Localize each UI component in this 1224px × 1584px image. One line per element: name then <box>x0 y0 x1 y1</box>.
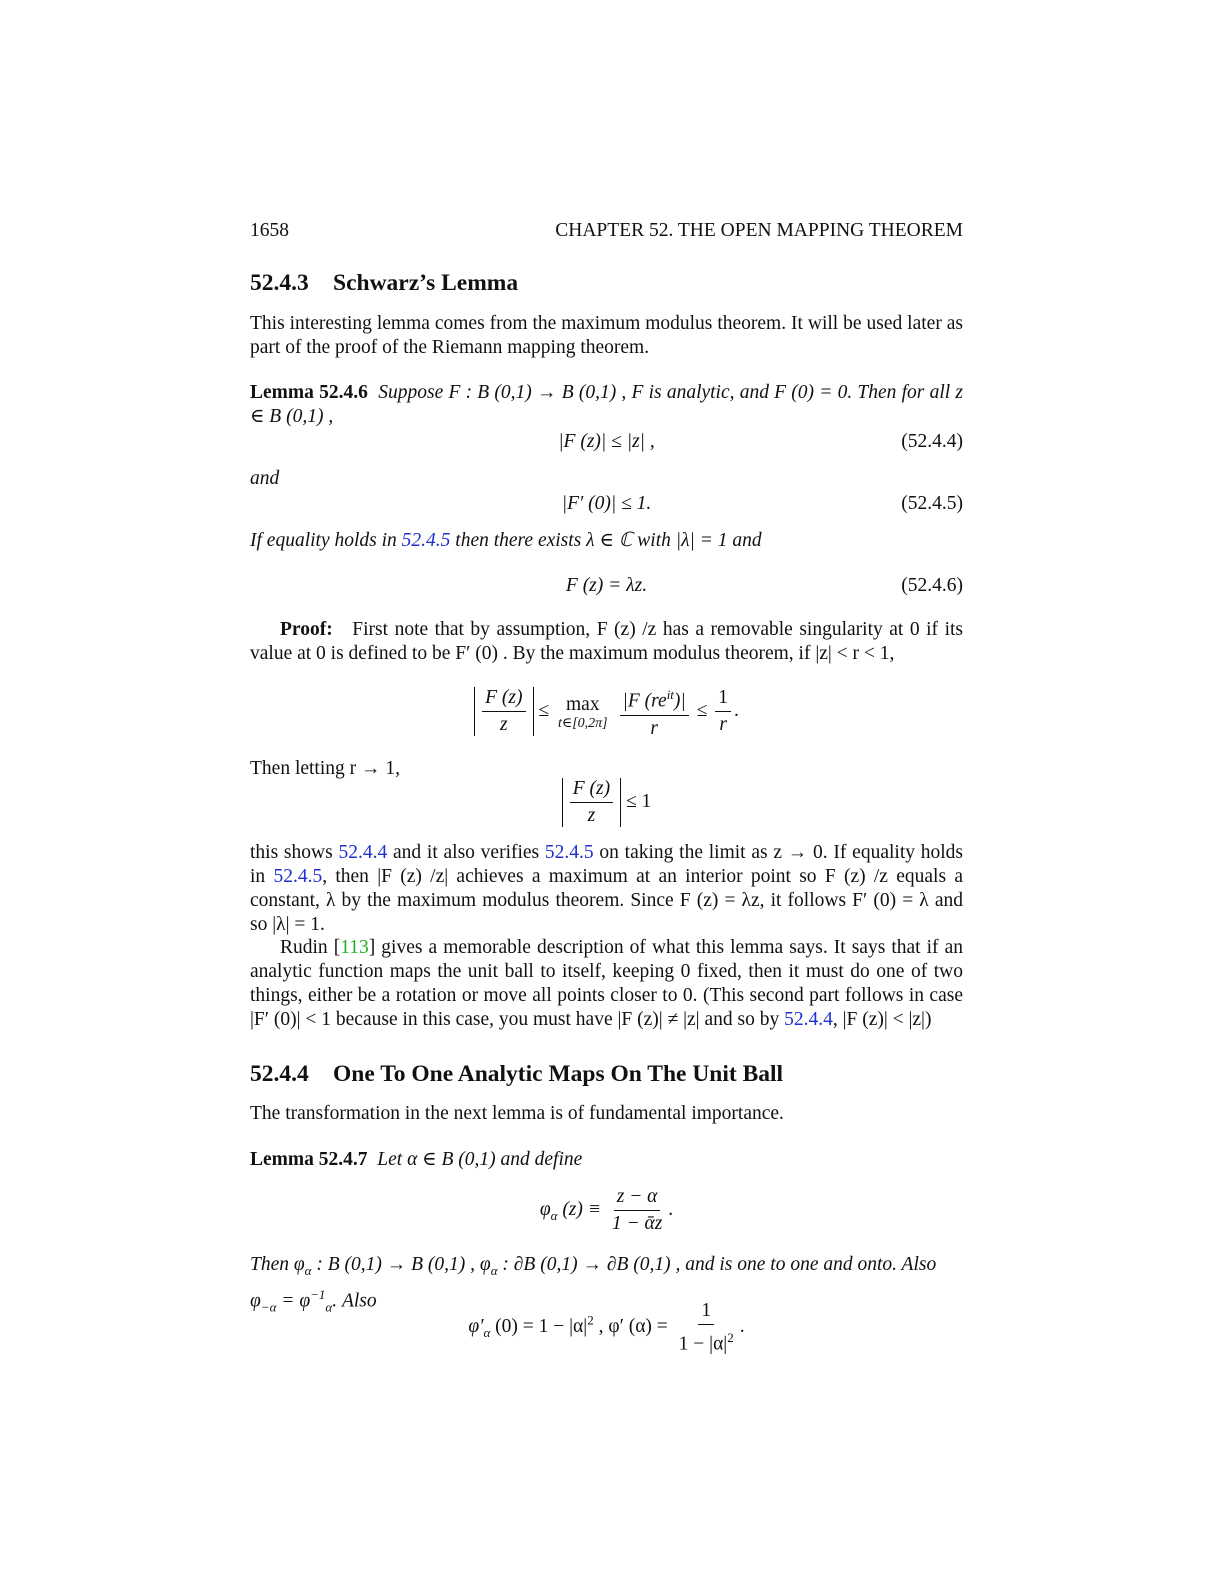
page-number: 1658 <box>250 220 289 241</box>
ref-link-52-4-5[interactable]: 52.4.5 <box>544 842 594 863</box>
relation: ≤ <box>538 700 550 722</box>
fraction <box>570 778 613 827</box>
numerator: F (z) <box>570 778 613 803</box>
superscript: 2 <box>587 1312 594 1328</box>
text: = φ <box>276 1290 311 1312</box>
superscript: 2 <box>727 1330 734 1345</box>
equation-body: |F′ (0)| ≤ 1. <box>561 493 652 514</box>
text: φ <box>250 1290 261 1312</box>
lemma-statement <box>250 1148 963 1172</box>
equality-condition <box>250 529 963 553</box>
operator: max <box>566 693 600 715</box>
denominator: r <box>719 714 727 736</box>
subscript: −α <box>260 1299 277 1315</box>
ref-link-52-4-5[interactable]: 52.4.5 <box>273 866 323 887</box>
denominator: z <box>500 714 508 736</box>
denominator <box>676 1325 737 1356</box>
lemma-text: Let α ∈ B (0,1) and define <box>377 1149 583 1170</box>
lemma-statement <box>250 381 963 429</box>
equation-number: (52.4.5) <box>901 493 963 514</box>
section-heading-schwarz <box>250 270 963 297</box>
text: , φ′ (α) = <box>593 1316 668 1338</box>
superscript: it <box>666 687 674 702</box>
section-number: 52.4.3 <box>250 270 309 296</box>
text: Rudin [ <box>280 937 341 958</box>
denominator: 1 − ᾱz <box>611 1213 663 1234</box>
subscript: α <box>483 1325 491 1341</box>
text: )| <box>673 690 686 712</box>
text: , then |F (z) /z| achieves a maximum at an interior point so F (z) /z equals a constant, λ by the maximum modulus theorem. Since F (z) = λz, it follows F′ (0) = λ and so |λ| = 1. <box>250 866 963 935</box>
numerator: 1 <box>698 1300 714 1325</box>
text: . Also <box>332 1290 377 1312</box>
section-title: One To One Analytic Maps On The Unit Ball <box>333 1061 784 1087</box>
denominator: z <box>587 805 596 826</box>
numerator: F (z) <box>482 687 525 712</box>
display-max-modulus <box>250 684 963 740</box>
running-title: CHAPTER 52. THE OPEN MAPPING THEOREM <box>555 220 963 241</box>
proof-paragraph-1 <box>250 618 963 666</box>
text: 1 − |α| <box>678 1333 728 1355</box>
numerator <box>620 684 689 716</box>
abs-bars <box>562 778 621 827</box>
punctuation: . <box>739 1316 745 1338</box>
fraction <box>676 1300 737 1356</box>
ref-link-52-4-4[interactable]: 52.4.4 <box>784 1009 833 1030</box>
fraction <box>715 687 731 736</box>
subscript: α <box>304 1262 312 1278</box>
section-intro: This interesting lemma comes from the maximum modulus theorem. It will be used later as part of the proof of the Riemann mapping theorem. <box>250 313 963 358</box>
fraction <box>620 684 689 740</box>
equation-body: F (z) = λz. <box>565 575 648 596</box>
text: (z) ≡ <box>557 1198 601 1220</box>
section-number: 52.4.4 <box>250 1061 309 1087</box>
abs-bars <box>474 687 533 736</box>
proof-label: Proof: <box>280 619 333 640</box>
superscript: −1 <box>310 1286 326 1302</box>
punctuation: . <box>733 700 739 722</box>
lemma-label: Lemma 52.4.7 <box>250 1149 368 1170</box>
text: : B (0,1) → B (0,1) , φ <box>311 1254 491 1275</box>
section-heading-one-to-one <box>250 1061 963 1088</box>
text: this shows <box>250 842 339 863</box>
fraction <box>609 1186 665 1235</box>
proof-text: First note that by assumption, F (z) /z has a removable singularity at 0 if its value at 0 is defined to be F′ (0) . By the maximum modulus theorem, if |z| < r < 1, <box>250 619 964 664</box>
section-intro: The transformation in the next lemma is of fundamental importance. <box>250 1103 784 1124</box>
subscript: α <box>550 1207 558 1223</box>
text: |F (re <box>622 690 667 712</box>
lemma-label: Lemma 52.4.6 <box>250 382 368 403</box>
text: φ′ <box>468 1316 484 1338</box>
display-limit <box>250 778 963 827</box>
text: (0) = 1 − |α| <box>490 1316 588 1338</box>
numerator: 1 <box>715 687 731 712</box>
max-operator <box>558 693 608 731</box>
text: , |F (z)| < |z|) <box>832 1009 932 1030</box>
and-word: and <box>250 468 280 489</box>
section-title: Schwarz’s Lemma <box>333 270 519 296</box>
then-letting: Then letting r → 1, <box>250 758 401 779</box>
ref-link-52-4-5[interactable]: 52.4.5 <box>401 530 451 551</box>
citation-link[interactable]: 113 <box>340 937 369 958</box>
relation: ≤ 1 <box>625 790 652 812</box>
denominator: r <box>650 717 658 739</box>
display-phi-definition <box>250 1186 963 1235</box>
running-header <box>250 219 963 243</box>
subscript: α <box>490 1262 498 1278</box>
text: ] gives a memorable description of what this lemma says. It says that if an analytic function maps the unit ball to itself, keeping 0 fixed, then it must do one of two things, either be a rotation or move all points closer to 0. (This second part follows in case |F′ (0)| < 1 because in this case, you must have |F (z)| ≠ |z| and so by <box>250 937 963 1030</box>
display-derivatives <box>250 1300 963 1356</box>
operator-subscript: t∈[0,2π] <box>557 715 608 731</box>
text: then there exists λ ∈ ℂ with |λ| = 1 and <box>450 530 762 551</box>
text: If equality holds in <box>250 530 402 551</box>
text: and it also verifies <box>387 842 545 863</box>
ref-link-52-4-4[interactable]: 52.4.4 <box>338 842 388 863</box>
page <box>250 0 963 1584</box>
proof-paragraph-2 <box>250 841 963 937</box>
numerator: z − α <box>614 1186 661 1211</box>
proof-paragraph-3 <box>250 936 963 1032</box>
equation-number: (52.4.6) <box>901 575 963 596</box>
text: φ <box>539 1198 551 1220</box>
phi-lhs <box>539 1198 601 1223</box>
text: : ∂B (0,1) → ∂B (0,1) , and is one to one and onto. Also <box>497 1254 937 1275</box>
text: on taking the limit as z → 0. If equality holds in <box>250 842 964 887</box>
punctuation: . <box>668 1198 674 1220</box>
fraction <box>482 687 525 736</box>
relation: ≤ <box>696 700 708 722</box>
equation-body: |F (z)| ≤ |z| , <box>558 431 655 452</box>
text: Then φ <box>250 1254 305 1275</box>
lemma-text: Suppose F : B (0,1) → B (0,1) , F is analytic, and F (0) = 0. Then for all z ∈ B (0,1) , <box>250 382 963 427</box>
subscript: α <box>325 1299 333 1315</box>
equation-number: (52.4.4) <box>901 431 963 452</box>
